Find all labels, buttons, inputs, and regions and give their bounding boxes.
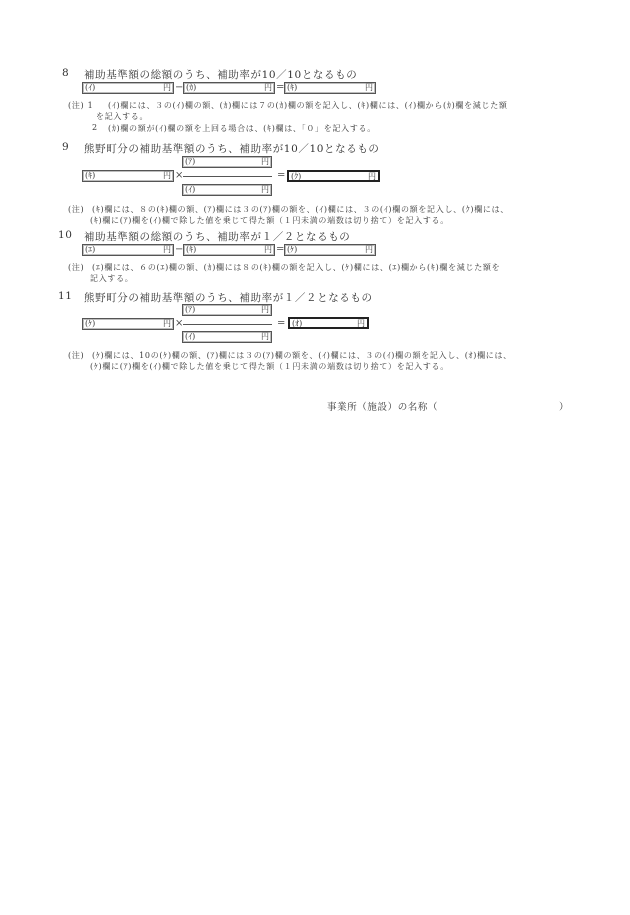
field-label: (ｲ): [185, 332, 196, 341]
minus-operator: −: [175, 244, 184, 255]
note-text: (ｷ)欄に(ｱ)欄を(ｲ)欄で除した値を乗じて得た額（１円未満の端数は切り捨て）を記入する。: [90, 216, 449, 225]
fraction-line: [183, 324, 272, 325]
facility-name-input[interactable]: [440, 399, 555, 411]
amount-field-ki[interactable]: [284, 82, 376, 94]
field-label: (ｱ): [185, 157, 196, 166]
note-prefix: (注) 1: [68, 101, 94, 110]
multiply-operator: ×: [175, 318, 184, 329]
yen-unit: 円: [368, 172, 376, 181]
amount-field-i[interactable]: [182, 184, 272, 196]
section-title: 熊野町分の補助基準額のうち、補助率が１／２となるもの: [84, 292, 373, 304]
note-text: (ｹ)欄には、10の(ｹ)欄の額、(ｱ)欄には３の(ｱ)欄の額を、(ｲ)欄には、３の(ｲ)欄の額を記入し、(ｵ)欄には、: [92, 351, 512, 360]
section-number: 9: [62, 141, 70, 153]
note-text: (ｴ)欄には、６の(ｴ)欄の額、(ｶ)欄には８の(ｷ)欄の額を記入し、(ｹ)欄には、(ｴ)欄から(ｷ)欄を減じた額を: [92, 263, 501, 272]
amount-field-ku[interactable]: [287, 170, 380, 182]
amount-field-a[interactable]: [182, 304, 272, 316]
field-label: (ｱ): [185, 305, 196, 314]
field-label: (ｹ): [85, 319, 96, 328]
amount-field-ki[interactable]: [82, 170, 174, 182]
yen-unit: 円: [163, 319, 171, 328]
minus-operator: −: [175, 82, 184, 93]
field-label: (ｲ): [185, 185, 196, 194]
field-label: (ｸ): [291, 172, 302, 181]
facility-name-close: ）: [559, 402, 570, 413]
yen-unit: 円: [163, 245, 171, 254]
note-prefix: (注): [68, 263, 85, 272]
note-text: を記入する。: [96, 112, 149, 121]
multiply-operator: ×: [175, 170, 184, 181]
amount-field-i[interactable]: [82, 82, 174, 94]
yen-unit: 円: [261, 157, 269, 166]
equals-operator: =: [276, 82, 285, 93]
field-label: (ｵ): [292, 319, 303, 328]
yen-unit: 円: [163, 171, 171, 180]
equals-operator: =: [277, 170, 286, 181]
amount-field-e[interactable]: [82, 244, 174, 256]
amount-field-i[interactable]: [182, 331, 272, 343]
facility-name-label: 事業所（施設）の名称（: [327, 402, 439, 413]
field-label: (ｷ): [186, 245, 197, 254]
amount-field-ki[interactable]: [183, 244, 275, 256]
equals-operator: =: [276, 244, 285, 255]
section-title: 補助基準額の総額のうち、補助率が10／10となるもの: [84, 69, 358, 81]
yen-unit: 円: [365, 83, 373, 92]
yen-unit: 円: [365, 245, 373, 254]
section-number: 8: [62, 67, 70, 79]
note-text: (ｷ)欄には、８の(ｷ)欄の額、(ｱ)欄には３の(ｱ)欄の額を、(ｲ)欄には、３の(ｲ)欄の額を記入し、(ｸ)欄には、: [92, 205, 509, 214]
note-prefix: (注): [68, 205, 85, 214]
note-prefix: 2: [92, 123, 98, 132]
amount-field-ka[interactable]: [183, 82, 275, 94]
amount-field-ke[interactable]: [284, 244, 376, 256]
section-title: 補助基準額の総額のうち、補助率が１／２となるもの: [84, 231, 351, 243]
yen-unit: 円: [261, 332, 269, 341]
field-label: (ｲ): [85, 83, 96, 92]
yen-unit: 円: [163, 83, 171, 92]
section-number: 10: [58, 229, 73, 241]
fraction-line: [183, 176, 272, 177]
field-label: (ｶ): [186, 83, 197, 92]
yen-unit: 円: [261, 305, 269, 314]
note-text: 記入する。: [90, 274, 134, 283]
yen-unit: 円: [264, 83, 272, 92]
amount-field-a[interactable]: [182, 156, 272, 168]
amount-field-o[interactable]: [288, 317, 369, 329]
yen-unit: 円: [357, 319, 365, 328]
amount-field-ke[interactable]: [82, 318, 174, 330]
note-prefix: (注): [68, 351, 85, 360]
section-number: 11: [58, 290, 73, 302]
note-text: (ｹ)欄に(ｱ)欄を(ｲ)欄で除した値を乗じて得た額（１円未満の端数は切り捨て）を記入する。: [90, 362, 449, 371]
field-label: (ｴ): [85, 245, 96, 254]
yen-unit: 円: [261, 185, 269, 194]
field-label: (ｹ): [287, 245, 298, 254]
note-text: (ｶ)欄の額が(ｲ)欄の額を上回る場合は、(ｷ)欄は、「０」を記入する。: [108, 124, 376, 133]
yen-unit: 円: [264, 245, 272, 254]
section-title: 熊野町分の補助基準額のうち、補助率が10／10となるもの: [84, 143, 380, 155]
equals-operator: =: [277, 318, 286, 329]
note-text: (ｲ)欄には、３の(ｲ)欄の額、(ｶ)欄には７の(ｶ)欄の額を記入し、(ｷ)欄には、(ｲ)欄から(ｶ)欄を減じた額: [108, 101, 508, 110]
field-label: (ｷ): [85, 171, 96, 180]
field-label: (ｷ): [287, 83, 298, 92]
